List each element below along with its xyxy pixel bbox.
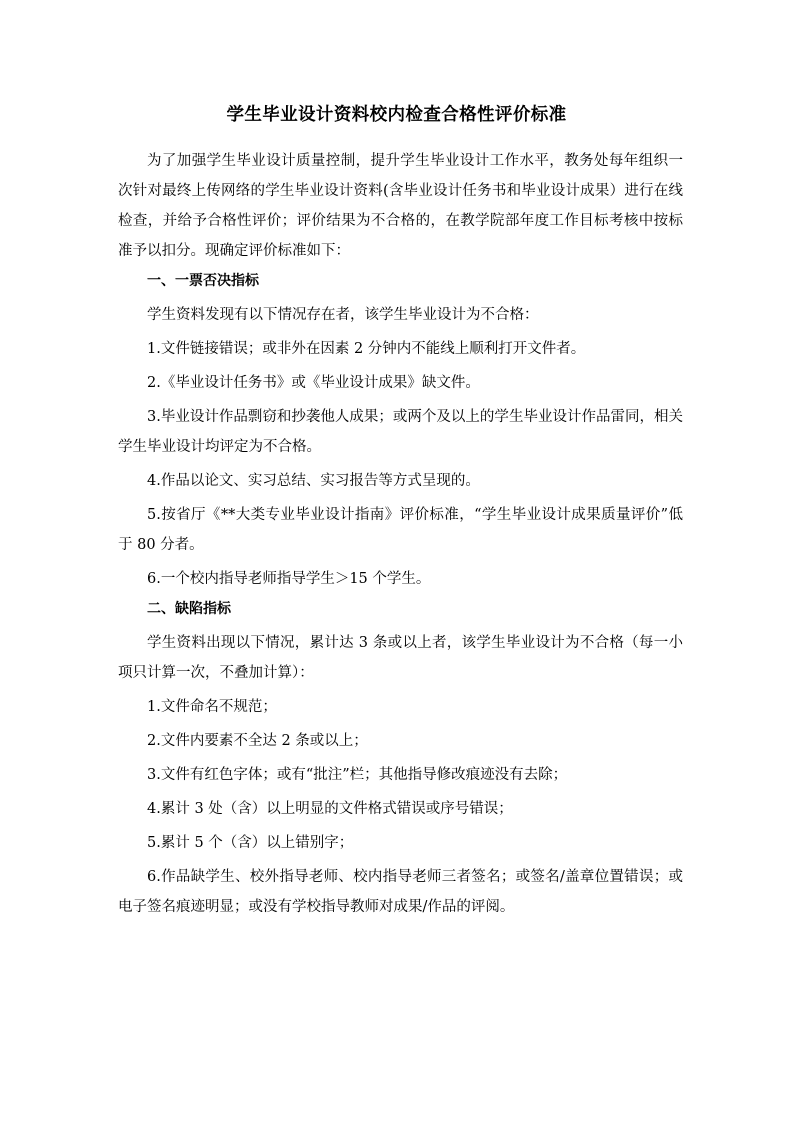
section-lead-defect: 学生资料出现以下情况，累计达 3 条或以上者，该学生毕业设计为不合格（每一小项只计算一次，不叠加计算）： [118, 635, 683, 681]
veto-item-3: 3.毕业设计作品剽窃和抄袭他人成果；或两个及以上的学生毕业设计作品雷同，相关学生毕业设计均评定为不合格。 [118, 409, 683, 455]
veto-item-6: 6.一个校内指导老师指导学生＞15 个学生。 [147, 571, 431, 587]
document-title: 学生毕业设计资料校内检查合格性评价标准 [226, 105, 567, 125]
section-heading-defect: 二、缺陷指标 [147, 601, 231, 617]
veto-item-1: 1.文件链接错误；或非外在因素 2 分钟内不能线上顺利打开文件者。 [147, 341, 586, 357]
defect-item-4: 4.累计 3 处（含）以上明显的文件格式错误或序号错误； [147, 801, 513, 817]
defect-item-3: 3.文件有红色字体；或有“批注”栏；其他指导修改痕迹没有去除； [147, 767, 568, 783]
defect-item-1: 1.文件命名不规范； [147, 699, 277, 715]
defect-item-6: 6.作品缺学生、校外指导老师、校内指导老师三者签名；或签名/盖章位置错误；或电子签名痕迹明显；或没有学校指导教师对成果/作品的评阅。 [118, 869, 683, 915]
document-body [118, 146, 683, 922]
veto-item-4: 4.作品以论文、实习总结、实习报告等方式呈现的。 [147, 473, 480, 489]
section-lead-veto: 学生资料发现有以下情况存在者，该学生毕业设计为不合格： [147, 307, 539, 323]
intro-paragraph: 为了加强学生毕业设计质量控制，提升学生毕业设计工作水平，教务处每年组织一次针对最终上传网络的学生毕业设计资料(含毕业设计任务书和毕业设计成果）进行在线检查，并给予合格性评价；评价结果为不合格的，在教学院部年度工作目标考核中按标准予以扣分。现确定评价标准如下： [118, 153, 683, 259]
veto-item-5: 5.按省厅《**大类专业毕业设计指南》评价标准，“学生毕业设计成果质量评价”低于 80 分者。 [118, 507, 683, 553]
veto-item-2: 2.《毕业设计任务书》或《毕业设计成果》缺文件。 [147, 375, 480, 391]
section-heading-veto: 一、一票否决指标 [147, 273, 259, 289]
defect-item-5: 5.累计 5 个（含）以上错别字； [147, 835, 354, 851]
defect-item-2: 2.文件内要素不全达 2 条或以上； [147, 733, 368, 749]
